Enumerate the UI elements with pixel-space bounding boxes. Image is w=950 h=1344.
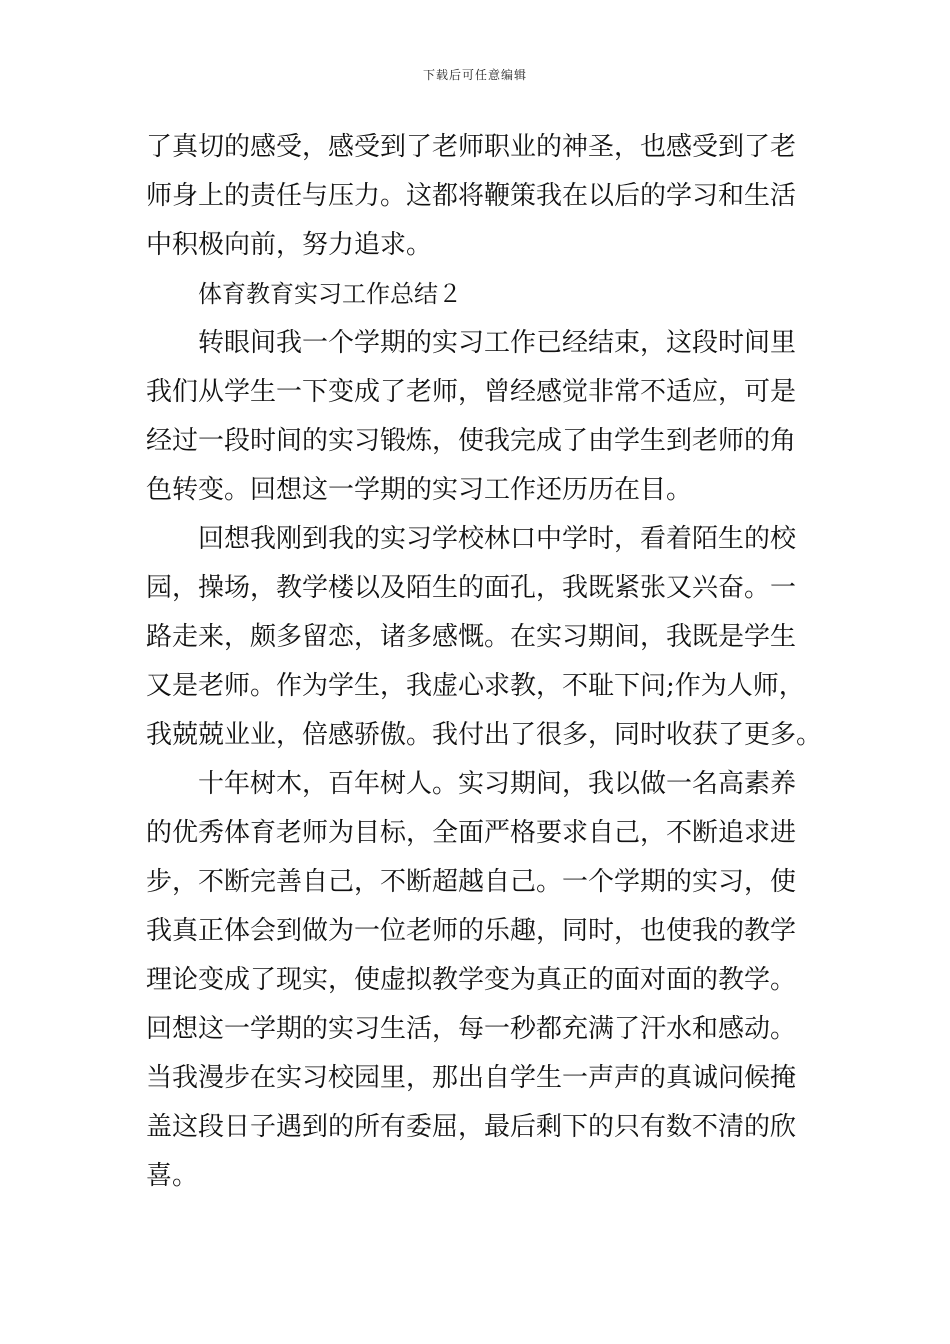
paragraph-first-line: 十年树木，百年树人。实习期间，我以做一名高素养 [198, 769, 797, 799]
text-line: 步，不断完善自己，不断超越自己。一个学期的实习，使 [146, 867, 797, 897]
text-line: 色转变。回想这一学期的实习工作还历历在目。 [146, 475, 693, 505]
page-header: 下载后可任意编辑 [422, 68, 527, 82]
text-line: 又是老师。作为学生，我虚心求教，不耻下问;作为人师， [146, 671, 805, 701]
text-line: 经过一段时间的实习锻炼，使我完成了由学生到老师的角 [146, 426, 797, 456]
paragraph-first-line: 回想我刚到我的实习学校林口中学时，看着陌生的校 [198, 524, 797, 554]
text-line: 了真切的感受，感受到了老师职业的神圣，也感受到了老 [146, 132, 797, 162]
text-line: 盖这段日子遇到的所有委屈，最后剩下的只有数不清的欣 [146, 1112, 797, 1142]
text-line: 路走来，颇多留恋，诸多感慨。在实习期间，我既是学生 [146, 622, 797, 652]
text-line: 喜。 [146, 1161, 199, 1191]
text-line: 园，操场，教学楼以及陌生的面孔，我既紧张又兴奋。一 [146, 573, 797, 603]
text-line: 我真正体会到做为一位老师的乐趣，同时，也使我的教学 [146, 916, 797, 946]
text-line: 师身上的责任与压力。这都将鞭策我在以后的学习和生活 [146, 181, 797, 211]
text-line: 的优秀体育老师为目标，全面严格要求自己，不断追求进 [146, 818, 797, 848]
document-body [146, 123, 823, 1201]
text-line: 当我漫步在实习校园里，那出自学生一声声的真诚问候掩 [146, 1063, 797, 1093]
text-line: 我们从学生一下变成了老师，曾经感觉非常不适应，可是 [146, 377, 797, 407]
text-line: 中积极向前，努力追求。 [146, 230, 433, 260]
text-line: 我兢兢业业，倍感骄傲。我付出了很多，同时收获了更多。 [146, 720, 823, 750]
text-line: 理论变成了现实，使虚拟教学变为真正的面对面的教学。 [146, 965, 797, 995]
text-line: 回想这一学期的实习生活，每一秒都充满了汗水和感动。 [146, 1014, 797, 1044]
paragraph-first-line: 转眼间我一个学期的实习工作已经结束，这段时间里 [198, 328, 797, 358]
section-heading: 体育教育实习工作总结２ [198, 280, 462, 308]
